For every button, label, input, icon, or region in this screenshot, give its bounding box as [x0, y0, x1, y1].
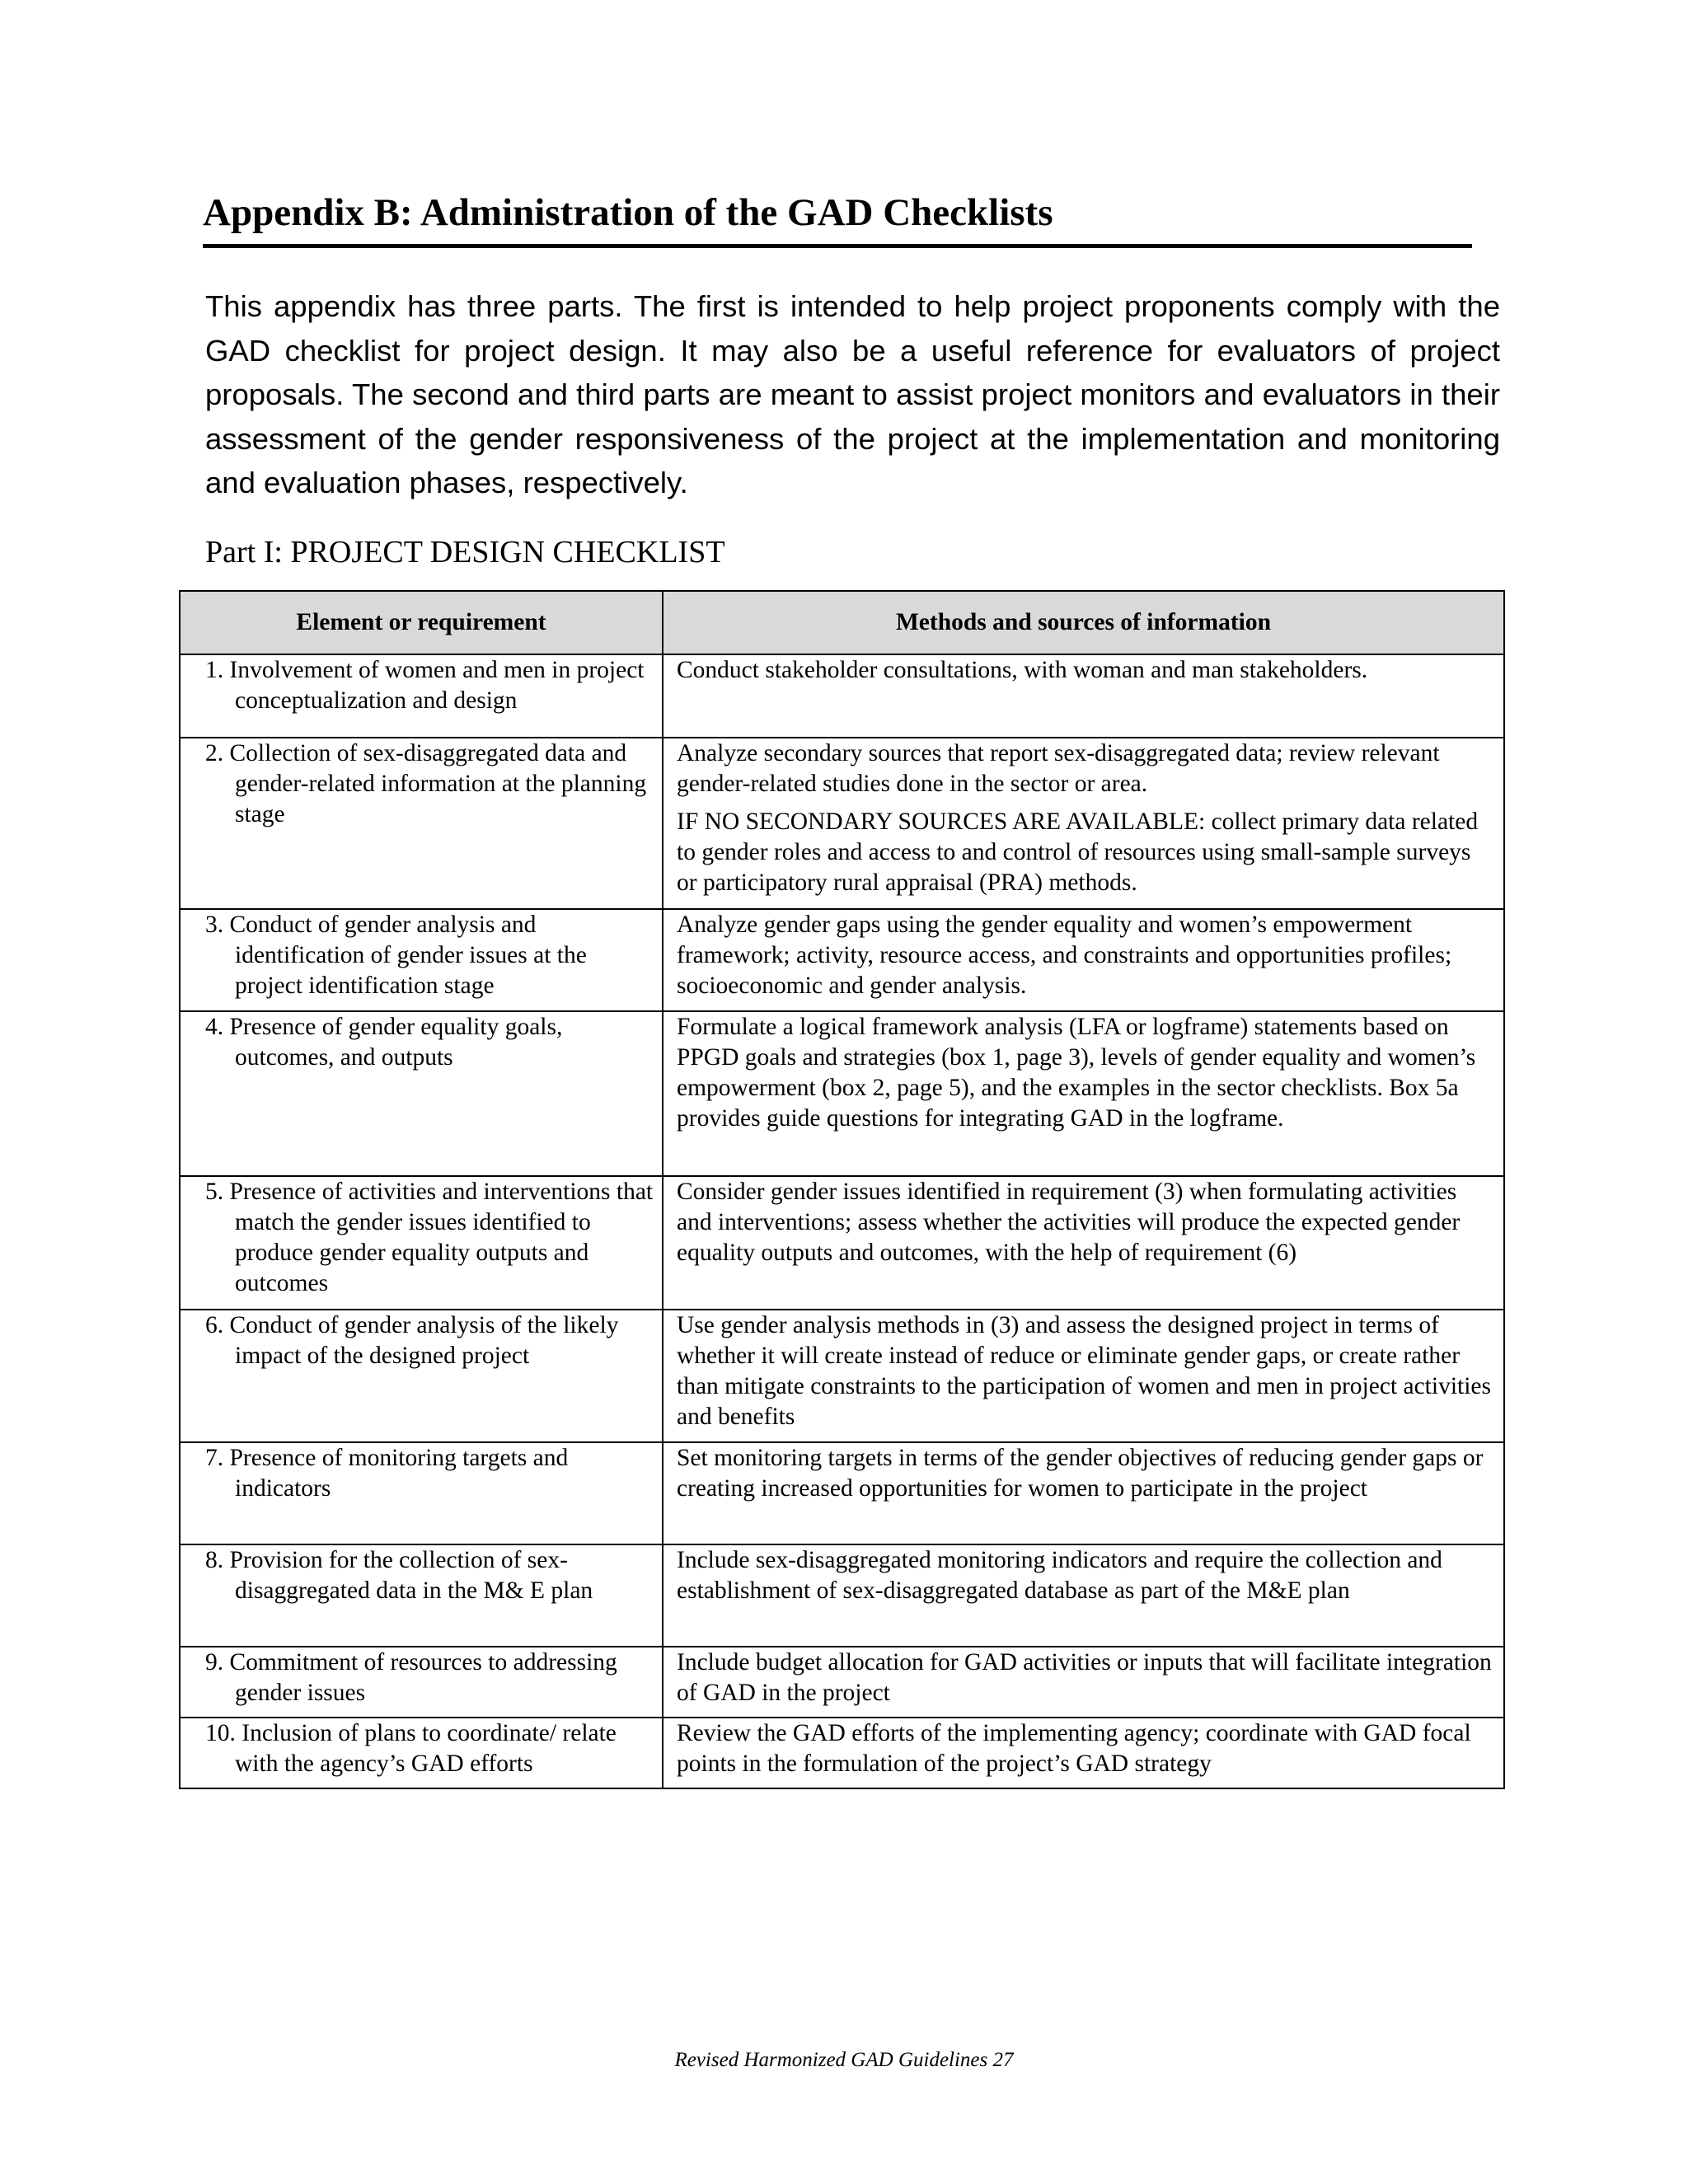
requirement-text: 3. Conduct of gender analysis and identification of gender issues at the project identification stage	[205, 912, 587, 999]
requirement-cell	[180, 1011, 663, 1176]
requirement-text: 4. Presence of gender equality goals, outcomes, and outputs	[205, 1014, 563, 1071]
methods-text: Include budget allocation for GAD activities or inputs that will facilitate integration of GAD in the project	[677, 1649, 1492, 1706]
part-heading: Part I: PROJECT DESIGN CHECKLIST	[205, 535, 725, 569]
methods-text: Formulate a logical framework analysis (LFA or logframe) statements based on PPGD goals and strategies (box 1, page 3), levels of gender equality and women’s empowerment (box 2, page 5), and the examples in the sector checklists. Box 5a provides guide questions for integrating GAD in the logframe.	[677, 1014, 1476, 1132]
page-footer: Revised Harmonized GAD Guidelines 27	[674, 2049, 1014, 2071]
table-row	[180, 1718, 1504, 1788]
header-methods-and-sources: Methods and sources of information	[663, 591, 1504, 654]
methods-text: Include sex-disaggregated monitoring indicators and require the collection and establishment of sex-disaggregated database as part of the M&E plan	[677, 1547, 1442, 1604]
requirement-cell	[180, 1442, 663, 1544]
table-row	[180, 738, 1504, 909]
methods-cell	[663, 1310, 1504, 1442]
requirement-text: 6. Conduct of gender analysis of the likely impact of the designed project	[205, 1312, 619, 1369]
requirement-text: 5. Presence of activities and interventions that match the gender issues identified to produce gender equality outputs and outcomes	[205, 1179, 654, 1296]
requirement-text: 9. Commitment of resources to addressing gender issues	[205, 1649, 617, 1706]
requirement-cell	[180, 1718, 663, 1788]
table-row	[180, 909, 1504, 1011]
methods-cell	[663, 738, 1504, 909]
methods-cell	[663, 1718, 1504, 1788]
requirement-cell	[180, 1544, 663, 1647]
requirement-text: 1. Involvement of women and men in project conceptualization and design	[205, 657, 645, 714]
methods-text: Analyze secondary sources that report sex-disaggregated data; review relevant gender-related studies done in the sector or area.	[677, 740, 1440, 797]
requirement-text: 7. Presence of monitoring targets and indicators	[205, 1445, 569, 1502]
requirement-cell	[180, 1176, 663, 1310]
table-row	[180, 1310, 1504, 1442]
methods-cell	[663, 909, 1504, 1011]
methods-cell	[663, 1647, 1504, 1718]
methods-text-fallback: IF NO SECONDARY SOURCES ARE AVAILABLE: collect primary data related to gender roles and access to and control of resources using small-sample surveys or participatory rural appraisal (PRA) methods.	[677, 808, 1479, 896]
methods-text: Consider gender issues identified in requirement (3) when formulating activities and interventions; assess whether the activities will produce the expected gender equality outputs and outcomes, with the help of requirement (6)	[677, 1179, 1461, 1266]
methods-text: Review the GAD efforts of the implementing agency; coordinate with GAD focal points in the formulation of the project’s GAD strategy	[677, 1720, 1471, 1777]
methods-text: Use gender analysis methods in (3) and assess the designed project in terms of whether it will create instead of reduce or eliminate gender gaps, or create rather than mitigate constraints to the participation of women and men in project activities and benefits	[677, 1312, 1491, 1430]
table-row	[180, 1442, 1504, 1544]
header-element-or-requirement: Element or requirement	[180, 591, 663, 654]
table-row	[180, 1011, 1504, 1176]
methods-cell	[663, 654, 1504, 738]
page-title: Appendix B: Administration of the GAD Checklists	[203, 183, 1472, 248]
requirement-cell	[180, 1310, 663, 1442]
requirement-cell	[180, 909, 663, 1011]
requirement-text: 2. Collection of sex-disaggregated data and gender-related information at the planning stage	[205, 740, 647, 827]
table-row	[180, 1647, 1504, 1718]
methods-cell	[663, 1176, 1504, 1310]
table-row	[180, 654, 1504, 738]
methods-cell	[663, 1011, 1504, 1176]
requirement-cell	[180, 738, 663, 909]
methods-cell	[663, 1544, 1504, 1647]
intro-paragraph: This appendix has three parts. The first is intended to help project proponents comply with the GAD checklist for project design. It may also be a useful reference for evaluators of project proposals. The second and third parts are meant to assist project monitors and evaluators in their assessment of the gender responsiveness of the project at the implementation and monitoring and evaluation phases, respectively.	[205, 289, 1500, 499]
requirement-cell	[180, 654, 663, 738]
methods-text: Conduct stakeholder consultations, with woman and man stakeholders.	[677, 657, 1368, 683]
project-design-checklist-table	[179, 590, 1505, 1789]
table-row	[180, 1176, 1504, 1310]
table-row	[180, 1544, 1504, 1647]
requirement-cell	[180, 1647, 663, 1718]
methods-text: Analyze gender gaps using the gender equality and women’s empowerment framework; activity, resource access, and constraints and opportunities profiles; socioeconomic and gender analysis.	[677, 912, 1452, 999]
methods-text: Set monitoring targets in terms of the gender objectives of reducing gender gaps or creating increased opportunities for women to participate in the project	[677, 1445, 1484, 1502]
requirement-text: 8. Provision for the collection of sex-disaggregated data in the M& E plan	[205, 1547, 593, 1604]
requirement-text: 10. Inclusion of plans to coordinate/ relate with the agency’s GAD efforts	[205, 1720, 617, 1777]
table-header-row	[180, 591, 1504, 654]
methods-cell	[663, 1442, 1504, 1544]
